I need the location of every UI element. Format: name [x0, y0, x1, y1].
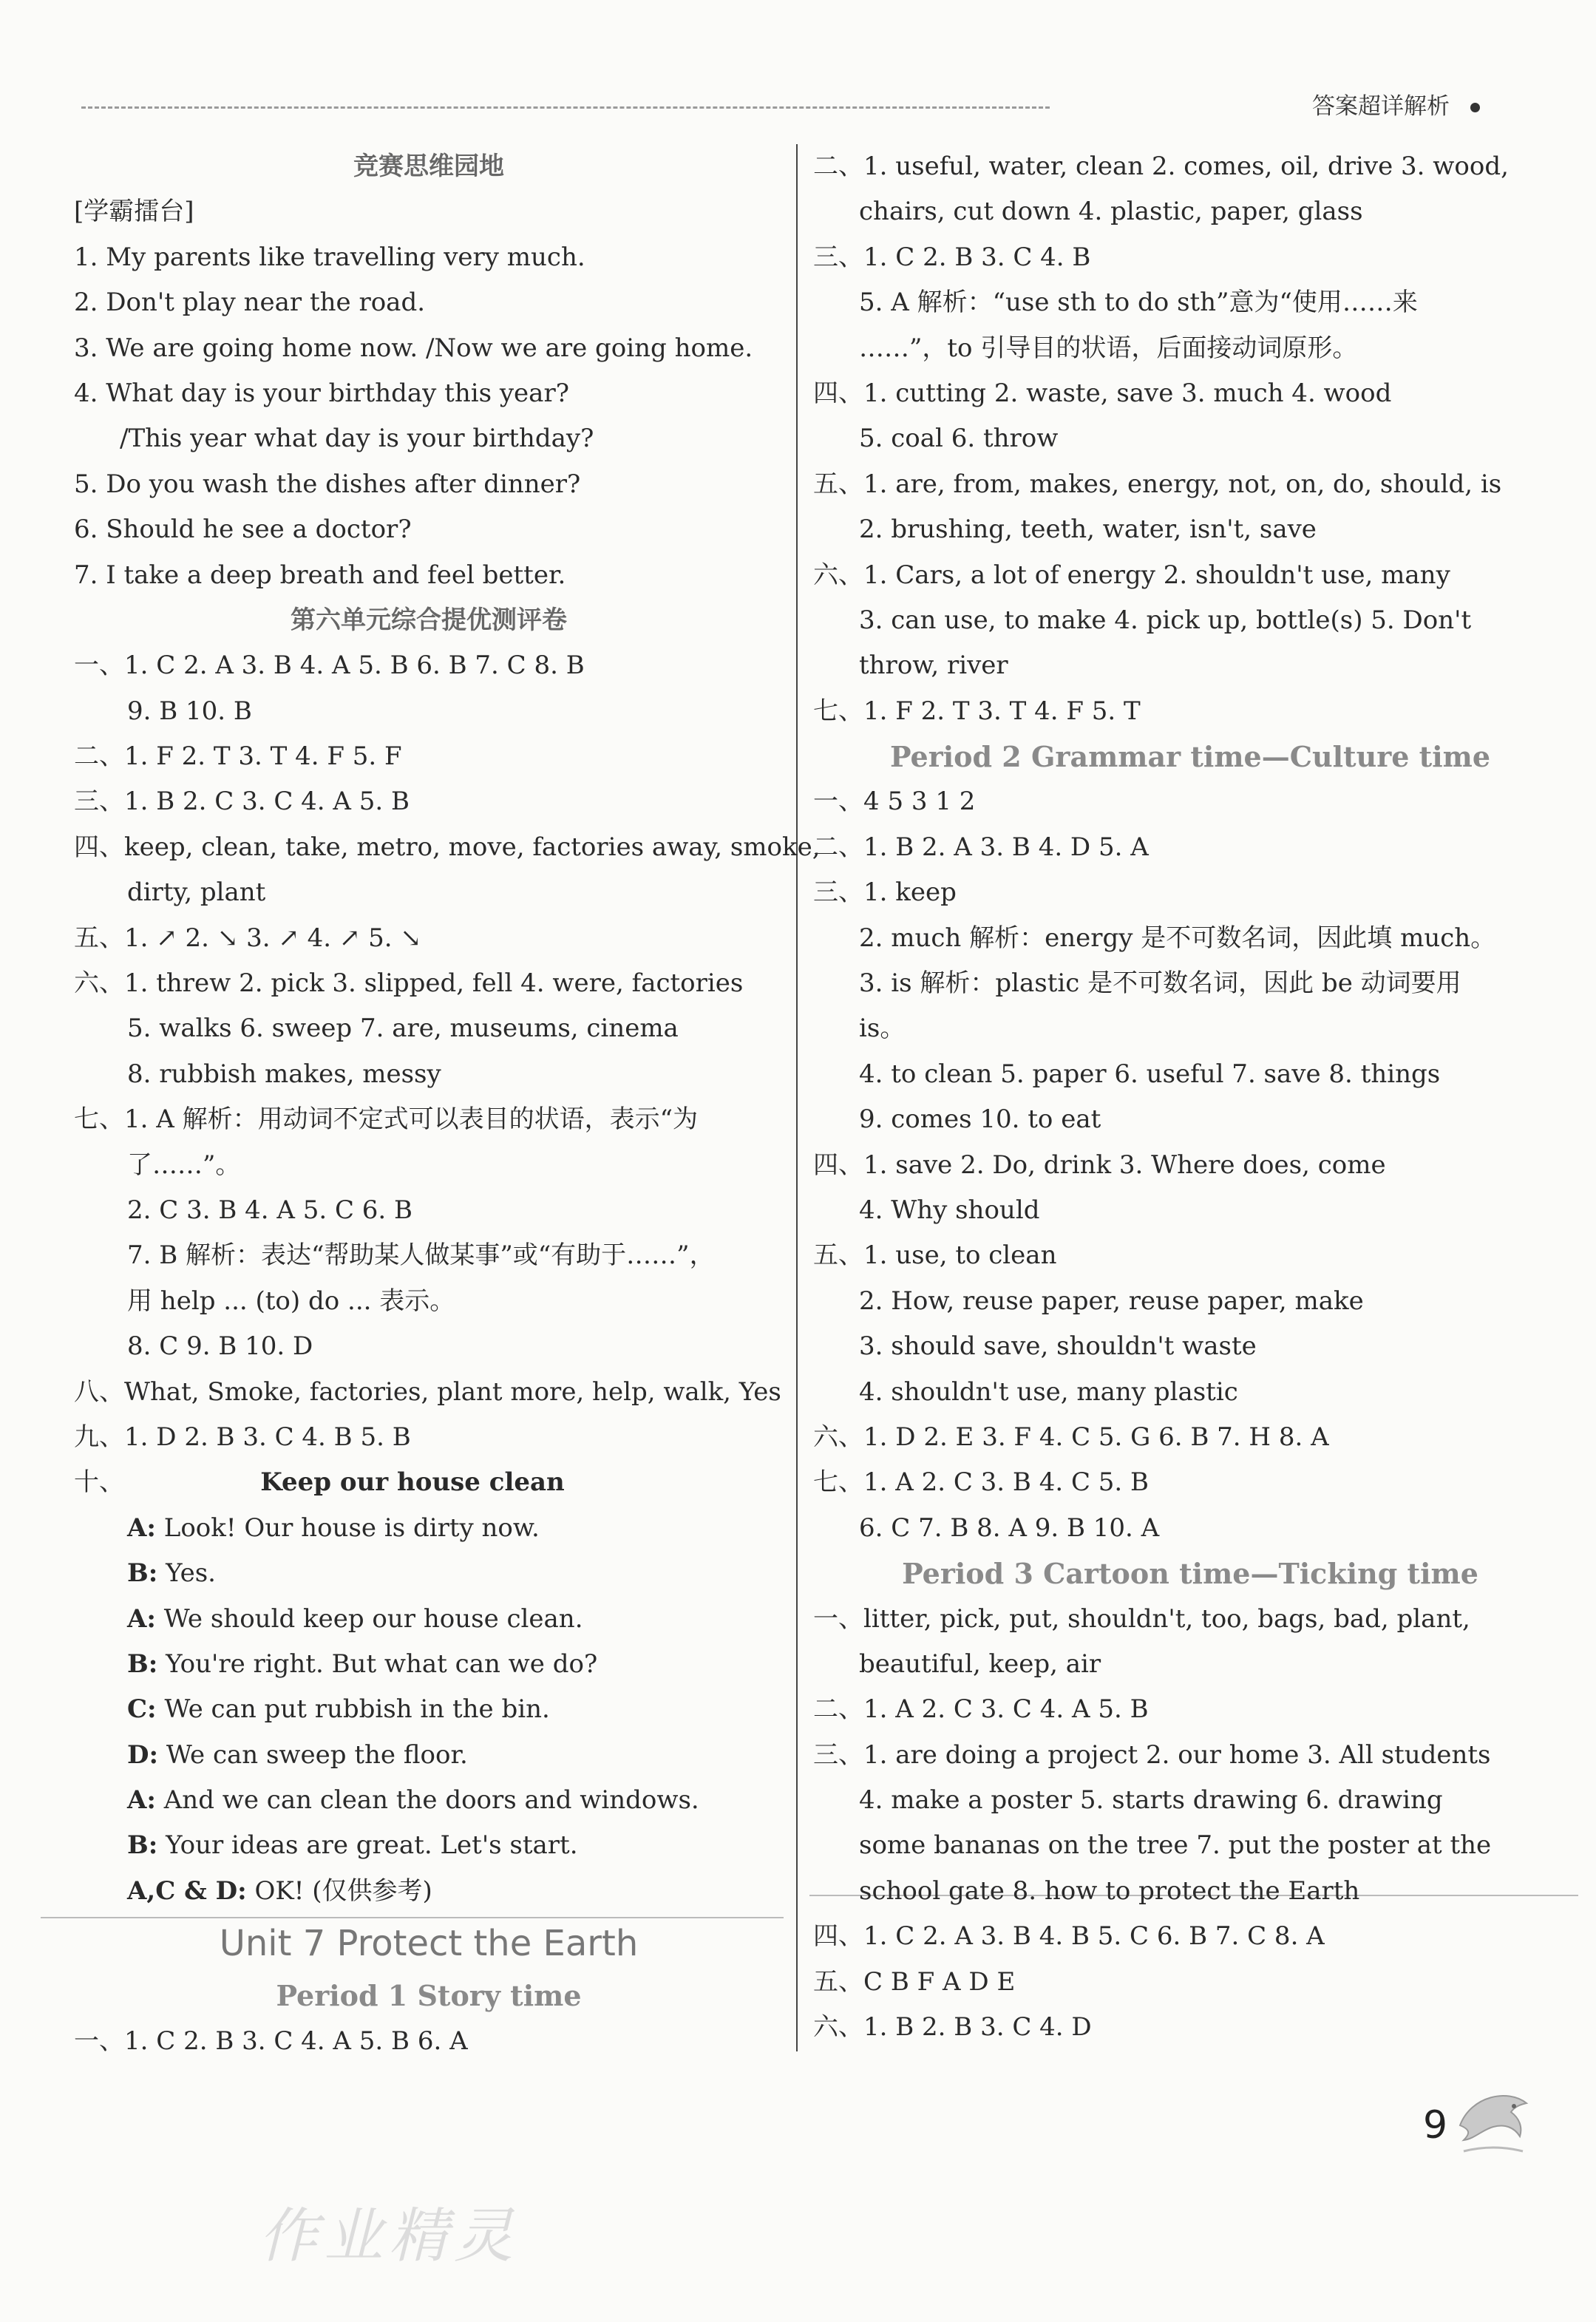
dialogue-line	[74, 1597, 784, 1642]
period-heading: Period 1 Story time	[276, 1979, 582, 2013]
answer-line: 2. How, reuse paper, reuse paper, make	[859, 1286, 1364, 1316]
dialogue-line	[74, 1869, 784, 1914]
dialogue-line	[74, 1642, 784, 1687]
left-column	[74, 144, 821, 2064]
dialogue-text: Look! Our house is dirty now.	[163, 1513, 540, 1543]
answer-line: 5. A 解析：“use sth to do sth”意为“使用……来	[859, 288, 1418, 318]
header-dot-icon	[1470, 103, 1480, 112]
answer-line: 4. make a poster 5. starts drawing 6. drawing	[859, 1785, 1443, 1816]
dialogue-text: We can put rubbish in the bin.	[164, 1694, 550, 1725]
speaker-label: A:	[127, 1513, 156, 1543]
answer-line: 七、1. F 2. T 3. T 4. F 5. T	[813, 696, 1141, 726]
answer-line: 四、keep, clean, take, metro, move, factories away, smoke,	[74, 832, 821, 862]
period-heading: Period 2 Grammar time—Culture time	[889, 740, 1491, 774]
answer-line: 1. My parents like travelling very much.	[74, 242, 585, 272]
answer-line: 六、1. threw 2. pick 3. slipped, fell 4. were, factories	[74, 968, 744, 999]
speaker-label: D:	[127, 1739, 159, 1770]
answer-line: 三、1. keep	[813, 877, 957, 908]
answer-line: some bananas on the tree 7. put the poster at the	[859, 1830, 1492, 1861]
answer-line: 二、1. A 2. C 3. C 4. A 5. B	[813, 1694, 1149, 1725]
answer-line: 2. Don't play near the road.	[74, 288, 426, 318]
answer-line: 五、C B F A D E	[813, 1966, 1016, 1997]
column-divider	[796, 144, 798, 2051]
answer-line: 一、1. C 2. A 3. B 4. A 5. B 6. B 7. C 8. B	[74, 651, 585, 681]
dialogue-line	[74, 1506, 784, 1551]
answer-line: 3. is 解析：plastic 是不可数名词，因此 be 动词要用	[859, 968, 1461, 999]
answer-line: 用 help ... (to) do ... 表示。	[127, 1286, 455, 1316]
answer-line: 三、1. B 2. C 3. C 4. A 5. B	[74, 787, 410, 817]
answer-line: 七、1. A 解析：用动词不定式可以表目的状语，表示“为	[74, 1104, 698, 1135]
answer-line: 2. C 3. B 4. A 5. C 6. B	[127, 1195, 413, 1225]
speaker-label: A:	[127, 1785, 156, 1816]
answer-line: 四、1. cutting 2. waste, save 3. much 4. wood	[813, 378, 1392, 408]
answer-line: [学霸擂台]	[74, 197, 194, 227]
dialogue-text: You're right. But what can we do?	[166, 1649, 598, 1679]
answer-line: 五、1. ↗ 2. ↘ 3. ↗ 4. ↗ 5. ↘	[74, 923, 421, 953]
speaker-label: B:	[127, 1649, 158, 1679]
dialogue-line	[74, 1551, 784, 1596]
dialogue-text: And we can clean the doors and windows.	[163, 1785, 699, 1816]
answer-line: 3. can use, to make 4. pick up, bottle(s) 5. Don't	[859, 605, 1472, 635]
header-title: 答案超详解析	[1312, 93, 1450, 120]
answer-line: is。	[859, 1014, 906, 1044]
dolphin-logo-icon	[1449, 2081, 1538, 2162]
dialogue-text: Yes.	[166, 1558, 216, 1589]
answer-line: 5. walks 6. sweep 7. are, museums, cinema	[127, 1014, 679, 1044]
answer-line: 6. C 7. B 8. A 9. B 10. A	[859, 1513, 1160, 1543]
right-column	[813, 144, 1567, 2050]
answer-line: ……”，to 引导目的状语，后面接动词原形。	[859, 333, 1358, 363]
dialogue-line	[74, 1687, 784, 1732]
answer-line: beautiful, keep, air	[859, 1649, 1101, 1679]
dialogue-line	[74, 1778, 784, 1823]
dialogue-text: OK! (仅供参考)	[254, 1875, 432, 1906]
answer-line: 五、1. are, from, makes, energy, not, on, do, should, is	[813, 469, 1502, 499]
answer-line: 九、1. D 2. B 3. C 4. B 5. B	[74, 1422, 411, 1452]
answer-line: 5. Do you wash the dishes after dinner?	[74, 469, 581, 499]
dialogue-text: Your ideas are great. Let's start.	[166, 1830, 578, 1861]
header-rule	[81, 106, 1050, 109]
page-number: 9	[1423, 2103, 1448, 2148]
answer-line: throw, river	[859, 651, 1008, 681]
answer-line: 了……”。	[127, 1150, 241, 1180]
answer-line: chairs, cut down 4. plastic, paper, glass	[859, 197, 1363, 227]
answer-line: 三、1. C 2. B 3. C 4. B	[813, 242, 1091, 272]
answer-line: 5. coal 6. throw	[859, 424, 1059, 454]
answer-line: 4. Why should	[859, 1195, 1040, 1225]
answer-line: 四、1. save 2. Do, drink 3. Where does, come	[813, 1150, 1386, 1180]
answer-line: 一、4 5 3 1 2	[813, 787, 976, 817]
speaker-label: B:	[127, 1830, 158, 1861]
essay-title-line	[74, 1460, 784, 1505]
answer-line: 八、What, Smoke, factories, plant more, help, walk, Yes	[74, 1376, 781, 1407]
answer-line: school gate 8. how to protect the Earth	[859, 1875, 1360, 1906]
answer-line: 4. What day is your birthday this year?	[74, 378, 569, 408]
answer-line: 3. We are going home now. /Now we are going home.	[74, 333, 753, 363]
essay-title: Keep our house clean	[260, 1467, 565, 1498]
answer-line: 一、1. C 2. B 3. C 4. A 5. B 6. A	[74, 2026, 468, 2056]
essay-section-number: 十、	[74, 1467, 124, 1498]
unit-heading: Unit 7 Protect the Earth	[219, 1923, 639, 1965]
period-heading: Period 3 Cartoon time—Ticking time	[902, 1557, 1478, 1591]
answer-line: 2. much 解析：energy 是不可数名词，因此填 much。	[859, 923, 1496, 953]
dialogue-text: We should keep our house clean.	[163, 1603, 583, 1634]
speaker-label: A,C & D:	[127, 1875, 247, 1906]
speaker-label: A:	[127, 1603, 156, 1634]
answer-line: 8. C 9. B 10. D	[127, 1331, 313, 1362]
answer-line: 二、1. F 2. T 3. T 4. F 5. F	[74, 741, 402, 772]
dialogue-line	[74, 1823, 784, 1868]
answer-line: /This year what day is your birthday?	[120, 424, 594, 454]
answer-line: dirty, plant	[127, 877, 266, 908]
section-heading: 第六单元综合提优测评卷	[291, 605, 567, 635]
answer-line: 四、1. C 2. A 3. B 4. B 5. C 6. B 7. C 8. A	[813, 1921, 1325, 1952]
dialogue-line	[74, 1733, 784, 1778]
answer-line: 3. should save, shouldn't waste	[859, 1331, 1257, 1362]
speaker-label: B:	[127, 1558, 158, 1589]
dialogue-text: We can sweep the floor.	[166, 1739, 468, 1770]
answer-line: 7. I take a deep breath and feel better.	[74, 560, 566, 590]
answer-line: 9. comes 10. to eat	[859, 1104, 1101, 1135]
answer-line: 2. brushing, teeth, water, isn't, save	[859, 515, 1317, 545]
answer-line: 三、1. are doing a project 2. our home 3. All students	[813, 1739, 1491, 1770]
speaker-label: C:	[127, 1694, 157, 1725]
page-header	[1312, 87, 1480, 120]
answer-line: 4. to clean 5. paper 6. useful 7. save 8. things	[859, 1059, 1441, 1089]
section-heading: 竞赛思维园地	[353, 152, 504, 181]
watermark-text: 作业精灵	[259, 2202, 519, 2270]
answer-line: 五、1. use, to clean	[813, 1240, 1057, 1271]
answer-line: 二、1. B 2. A 3. B 4. D 5. A	[813, 832, 1149, 862]
answer-line: 七、1. A 2. C 3. B 4. C 5. B	[813, 1467, 1150, 1498]
answer-line: 六、1. B 2. B 3. C 4. D	[813, 2012, 1092, 2043]
answer-line: 一、litter, pick, put, shouldn't, too, bags, bad, plant,	[813, 1603, 1470, 1634]
answer-line: 六、1. D 2. E 3. F 4. C 5. G 6. B 7. H 8. A	[813, 1422, 1329, 1452]
answer-line: 8. rubbish makes, messy	[127, 1059, 441, 1089]
answer-line: 9. B 10. B	[127, 696, 252, 726]
answer-line: 6. Should he see a doctor?	[74, 515, 412, 545]
answer-line: 7. B 解析：表达“帮助某人做某事”或“有助于……”，	[127, 1240, 715, 1271]
answer-line: 六、1. Cars, a lot of energy 2. shouldn't use, many	[813, 560, 1450, 590]
answer-line: 二、1. useful, water, clean 2. comes, oil, drive 3. wood,	[813, 152, 1509, 181]
answer-line: 4. shouldn't use, many plastic	[859, 1376, 1238, 1407]
